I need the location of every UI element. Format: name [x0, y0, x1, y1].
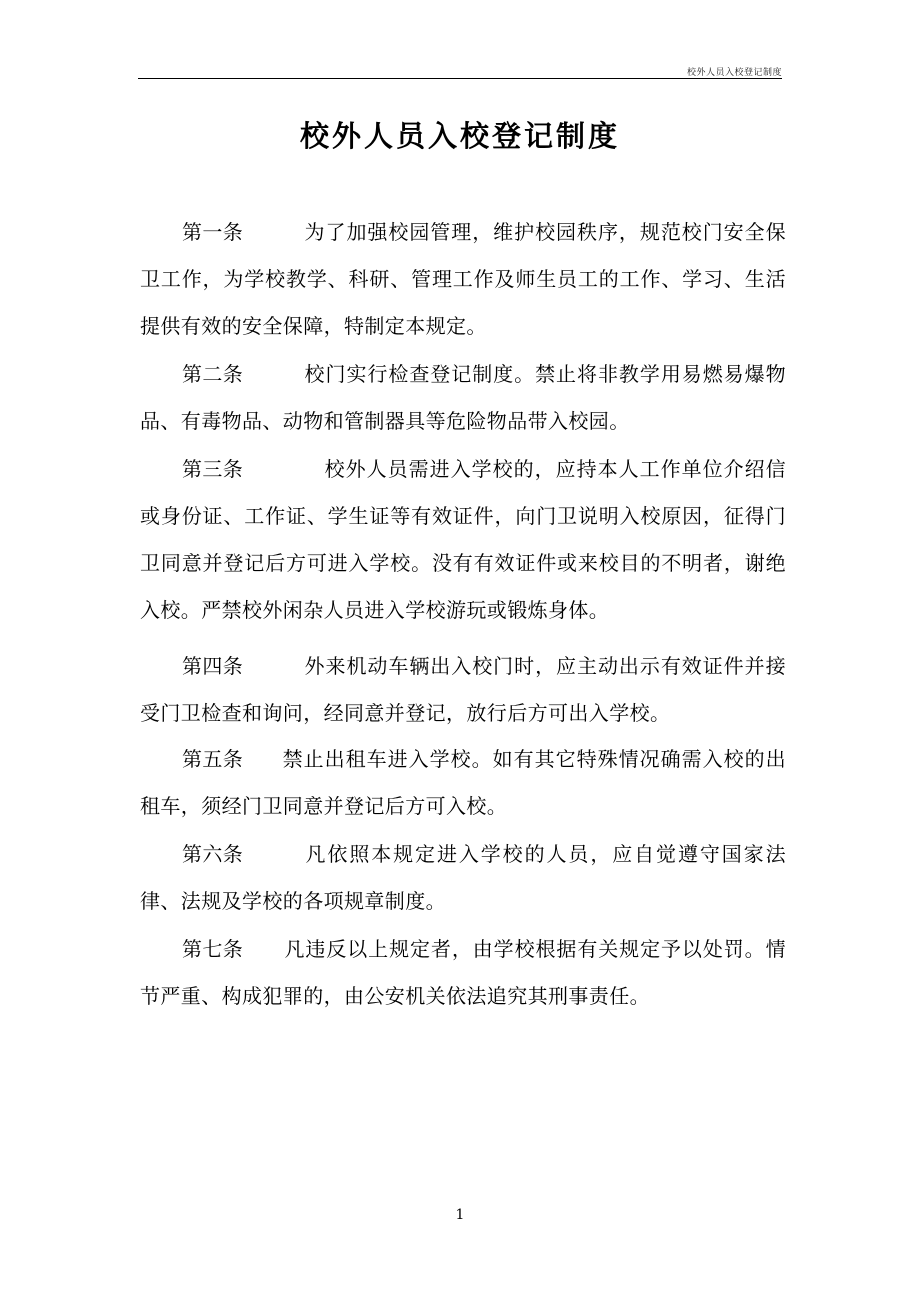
article-text: 校门实行检查登记制度。禁止将非教学用易燃易爆物品、有毒物品、动物和管制器具等危险物品带入校园。 — [140, 362, 786, 433]
article-label: 第五条 — [182, 747, 244, 771]
article-label: 第一条 — [182, 220, 244, 244]
article-7 — [140, 926, 786, 1020]
article-4 — [140, 643, 786, 737]
article-2 — [140, 351, 786, 445]
page-number: 1 — [455, 1207, 465, 1223]
article-6 — [140, 831, 786, 925]
article-text: 凡依照本规定进入学校的人员，应自觉遵守国家法律、法规及学校的各项规章制度。 — [140, 842, 786, 913]
article-text: 外来机动车辆出入校门时，应主动出示有效证件并接受门卫检查和询问，经同意并登记，放行后方可出入学校。 — [140, 654, 786, 725]
header-divider — [138, 78, 782, 79]
article-label: 第四条 — [182, 654, 244, 678]
article-text: 为了加强校园管理，维护校园秩序，规范校门安全保卫工作，为学校教学、科研、管理工作及师生员工的工作、学习、生活提供有效的安全保障，特制定本规定。 — [140, 220, 786, 338]
article-label: 第二条 — [182, 362, 244, 386]
article-text: 凡违反以上规定者，由学校根据有关规定予以处罚。情节严重、构成犯罪的，由公安机关依法追究其刑事责任。 — [140, 937, 786, 1008]
article-label: 第六条 — [182, 842, 244, 866]
article-label: 第三条 — [182, 457, 244, 481]
article-1 — [140, 209, 786, 350]
article-text: 禁止出租车进入学校。如有其它特殊情况确需入校的出租车，须经门卫同意并登记后方可入校。 — [140, 747, 786, 818]
page-title: 校外人员入校登记制度 — [299, 119, 620, 153]
article-5 — [140, 736, 786, 830]
article-label: 第七条 — [182, 937, 244, 961]
article-text: 校外人员需进入学校的，应持本人工作单位介绍信或身份证、工作证、学生证等有效证件，向门卫说明入校原因，征得门卫同意并登记后方可进入学校。没有有效证件或来校目的不明者，谢绝入校。严禁校外闲杂人员进入学校游玩或锻炼身体。 — [140, 457, 786, 622]
running-header: 校外人员入校登记制度 — [686, 68, 782, 78]
article-3 — [140, 446, 786, 634]
